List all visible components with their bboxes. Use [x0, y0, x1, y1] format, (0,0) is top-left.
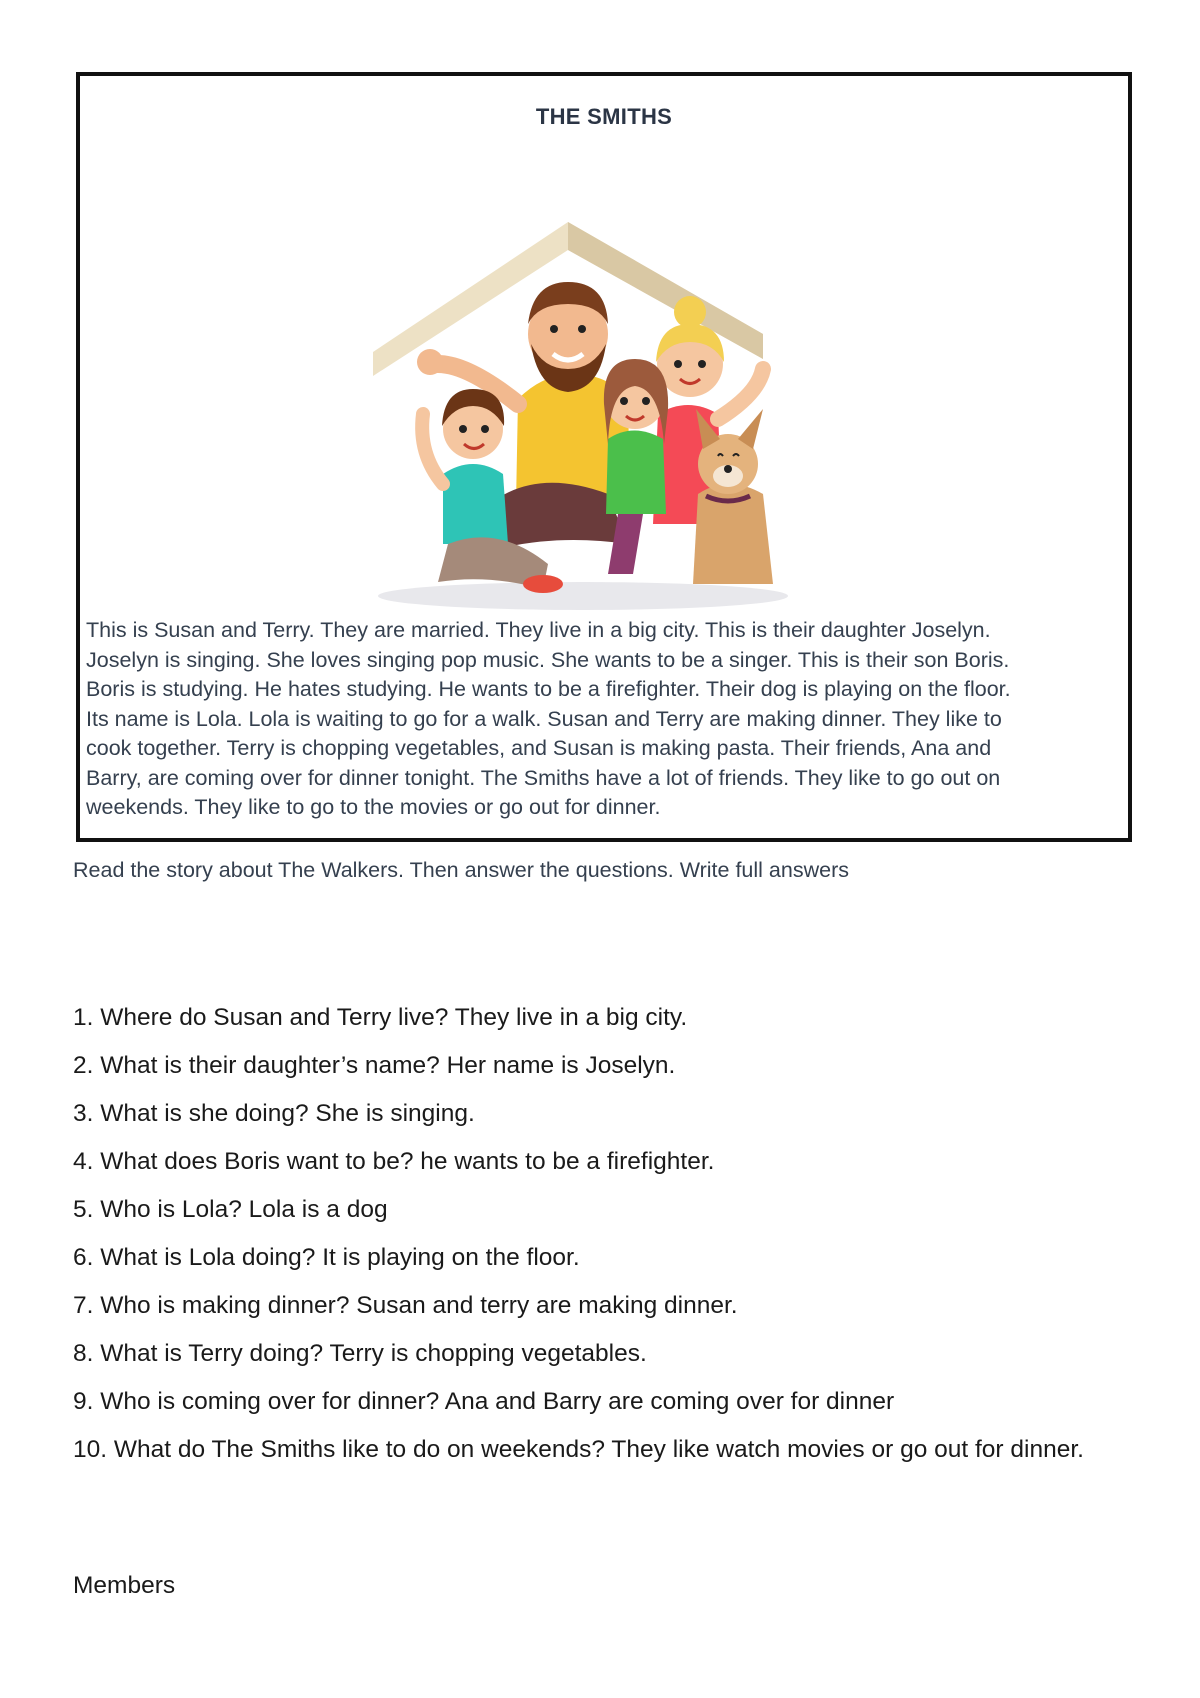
question-item: 1. Where do Susan and Terry live? They live in a big city. — [73, 1004, 688, 1031]
question-item: 4. What does Boris want to be? he wants to be a firefighter. — [73, 1148, 715, 1175]
story-line: Barry, are coming over for dinner tonight. The Smiths have a lot of friends. They like to go out on — [86, 765, 1001, 790]
story-line: weekends. They like to go to the movies or go out for dinner. — [86, 795, 661, 819]
story-title: THE SMITHS — [535, 104, 673, 129]
instruction-text: Read the story about The Walkers. Then answer the questions. Write full answers — [73, 858, 849, 882]
question-item: 6. What is Lola doing? It is playing on the floor. — [73, 1244, 580, 1271]
story-line: cook together. Terry is chopping vegetables, and Susan is making pasta. Their friends, Ana and — [86, 736, 992, 760]
question-list — [73, 1000, 1133, 1468]
story-line: This is Susan and Terry. They are married. They live in a big city. This is their daughter Joselyn. — [86, 618, 991, 642]
question-item: 2. What is their daughter’s name? Her name is Joselyn. — [73, 1052, 676, 1079]
story-paragraph — [86, 616, 1122, 823]
question-item: 9. Who is coming over for dinner? Ana and Barry are coming over for dinner — [73, 1388, 895, 1415]
members-label: Members — [73, 1572, 176, 1599]
question-item: 10. What do The Smiths like to do on weekends? They like watch movies or go out for dinner. — [73, 1436, 1084, 1463]
question-item: 8. What is Terry doing? Terry is chopping vegetables. — [73, 1340, 647, 1367]
question-item: 3. What is she doing? She is singing. — [73, 1100, 475, 1127]
question-item: 7. Who is making dinner? Susan and terry are making dinner. — [73, 1292, 738, 1319]
story-line: Joselyn is singing. She loves singing pop music. She wants to be a singer. This is their son Boris. — [86, 647, 1010, 672]
story-box — [76, 72, 1132, 842]
story-line: Boris is studying. He hates studying. He wants to be a firefighter. Their dog is playing on the floor. — [86, 677, 1011, 701]
story-line: Its name is Lola. Lola is waiting to go for a walk. Susan and Terry are making dinner. They like to — [86, 706, 1002, 731]
question-item: 5. Who is Lola? Lola is a dog — [73, 1196, 388, 1223]
family-under-roof-illustration — [368, 164, 798, 634]
